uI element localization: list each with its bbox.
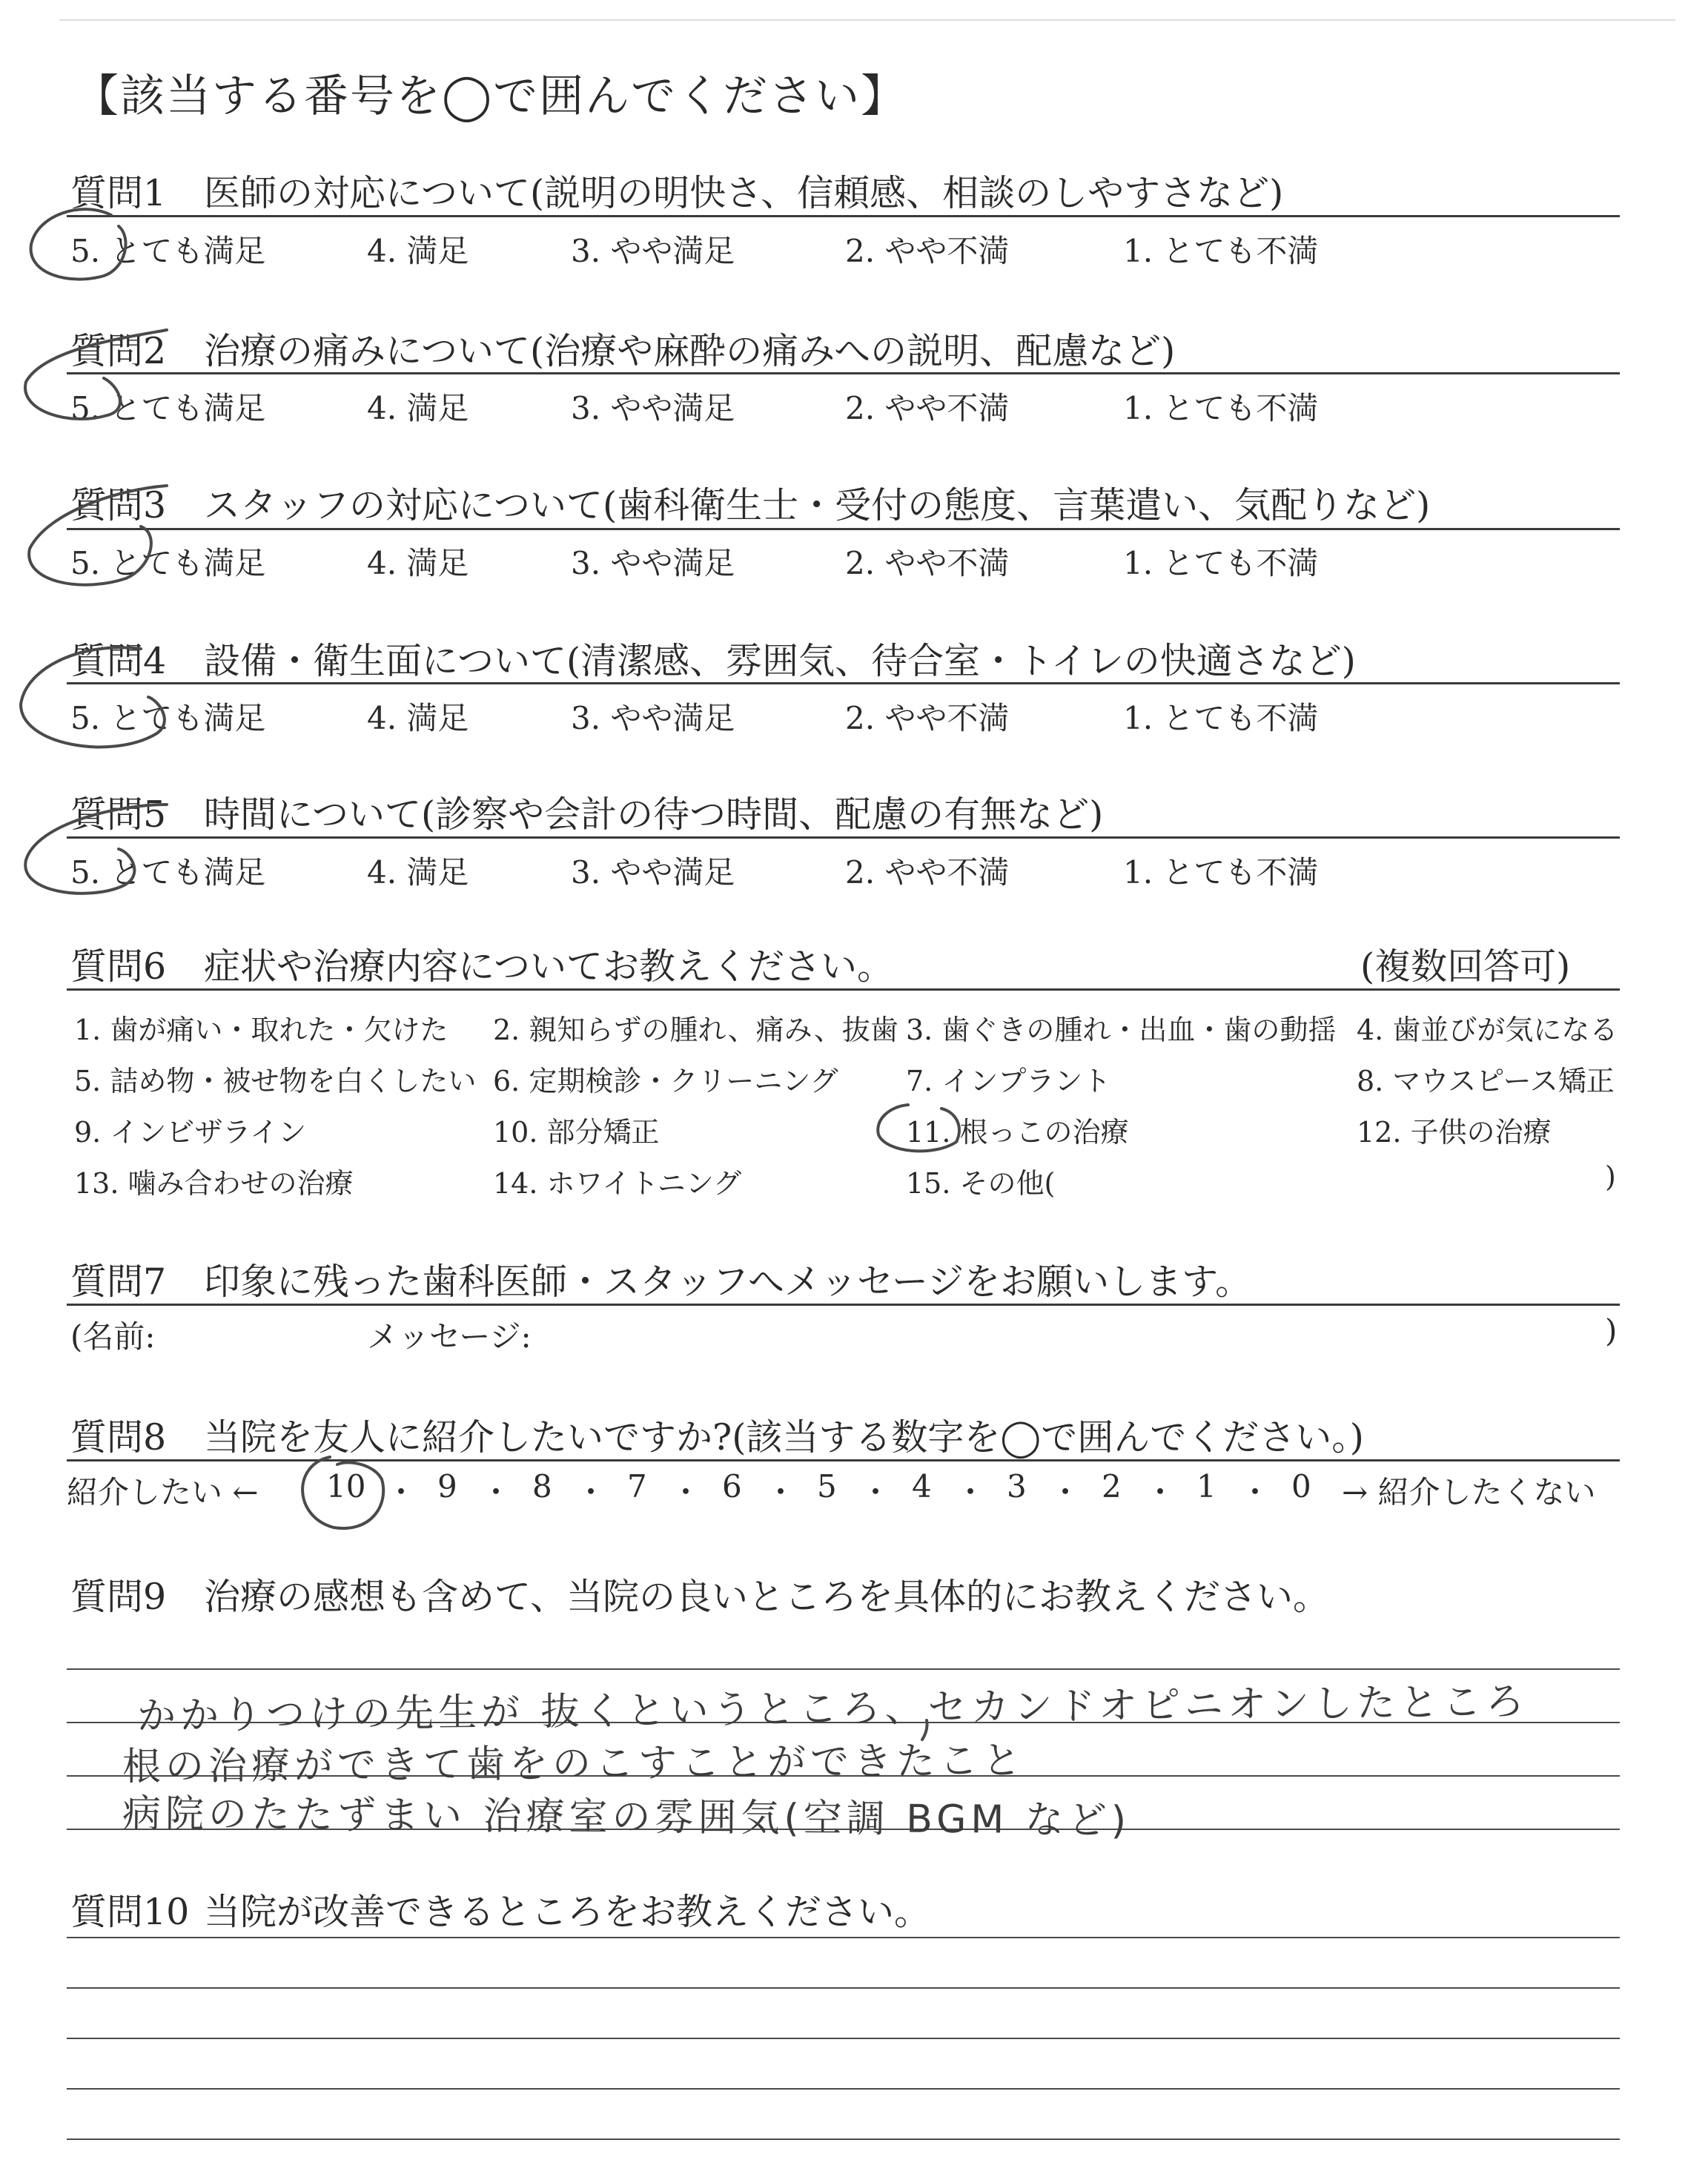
- q8-sep: ・: [480, 1474, 512, 1510]
- q3-selection-circle: [29, 486, 167, 585]
- q1-label: 質問1: [70, 172, 167, 214]
- q8-scale-9[interactable]: 9: [437, 1468, 457, 1505]
- q1-option-1[interactable]: 1. とても不満: [1123, 233, 1319, 269]
- q6-option-13[interactable]: 13. 噛み合わせの治療: [74, 1167, 354, 1200]
- q8-sep: ・: [1239, 1474, 1271, 1510]
- q7-label: 質問7: [70, 1261, 167, 1303]
- q4-option-4[interactable]: 4. 満足: [367, 700, 469, 736]
- q6-option-15[interactable]: 15. その他(: [906, 1167, 1056, 1200]
- q8-sep: ・: [670, 1474, 702, 1510]
- q3-text: スタッフの対応について(歯科衛生士・受付の態度、言葉遣い、気配りなど): [204, 484, 1431, 526]
- q5-option-3[interactable]: 3. やや満足: [571, 854, 735, 891]
- q2-option-5[interactable]: 5. とても満足: [70, 390, 266, 426]
- q8-scale-2[interactable]: 2: [1102, 1468, 1122, 1505]
- q8-scale-8[interactable]: 8: [532, 1468, 552, 1505]
- q8-sep: ・: [1050, 1474, 1082, 1510]
- q6-option-14[interactable]: 14. ホワイトニング: [493, 1167, 742, 1200]
- q3-option-5[interactable]: 5. とても満足: [70, 545, 266, 581]
- q6-option-8[interactable]: 8. マウスピース矯正: [1357, 1065, 1615, 1097]
- q9-handwritten-line-2: 根の治療ができて歯をのこすことができたこと: [122, 1738, 1026, 1790]
- q5-option-5[interactable]: 5. とても満足: [70, 854, 266, 891]
- q6-label: 質問6: [70, 945, 167, 988]
- q6-option-10[interactable]: 10. 部分矯正: [493, 1116, 660, 1149]
- q4-option-3[interactable]: 3. やや満足: [571, 700, 735, 736]
- q8-sep: ・: [575, 1474, 607, 1510]
- q6-option-1[interactable]: 1. 歯が痛い・取れた・欠けた: [74, 1014, 448, 1046]
- q7-message-label: メッセージ:: [367, 1318, 532, 1355]
- q1-option-4[interactable]: 4. 満足: [367, 233, 469, 269]
- q7-text: 印象に残った歯科医師・スタッフへメッセージをお願いします。: [204, 1261, 1252, 1303]
- q8-sep: ・: [385, 1474, 417, 1510]
- q7-name-label: (名前:: [70, 1318, 156, 1355]
- q6-option-4[interactable]: 4. 歯並びが気になる: [1357, 1014, 1618, 1046]
- q2-option-3[interactable]: 3. やや満足: [571, 390, 735, 426]
- q9-comma-mark: [922, 1720, 927, 1740]
- q8-scale-1[interactable]: 1: [1196, 1468, 1217, 1505]
- q6-note: (複数回答可): [1360, 945, 1571, 988]
- q4-option-5[interactable]: 5. とても満足: [70, 700, 266, 736]
- q6-option-15-close: ): [1605, 1160, 1616, 1193]
- q2-option-4[interactable]: 4. 満足: [367, 390, 469, 426]
- page-header: 【該当する番号を◯で囲んでください】: [74, 70, 907, 122]
- q6-option-2[interactable]: 2. 親知らずの腫れ、痛み、抜歯: [493, 1014, 898, 1046]
- q4-option-1[interactable]: 1. とても不満: [1123, 700, 1319, 736]
- q3-option-2[interactable]: 2. やや不満: [845, 545, 1010, 581]
- q8-sep: ・: [860, 1474, 892, 1510]
- q10-label: 質問10: [70, 1891, 190, 1933]
- q3-option-4[interactable]: 4. 満足: [367, 545, 469, 581]
- q5-selection-circle: [25, 805, 167, 894]
- q6-option-12[interactable]: 12. 子供の治療: [1357, 1116, 1552, 1149]
- q9-label: 質問9: [70, 1576, 167, 1618]
- q8-scale-10[interactable]: 10: [326, 1468, 366, 1505]
- q5-label: 質問5: [70, 793, 167, 836]
- q6-option-6[interactable]: 6. 定期検診・クリーニング: [493, 1065, 838, 1097]
- q5-option-1[interactable]: 1. とても不満: [1123, 854, 1319, 891]
- q8-scale-5[interactable]: 5: [817, 1468, 837, 1505]
- q3-option-1[interactable]: 1. とても不満: [1123, 545, 1319, 581]
- q1-option-5[interactable]: 5. とても満足: [70, 233, 266, 269]
- q8-left-label: 紹介したい ←: [67, 1474, 259, 1510]
- q8-scale-0[interactable]: 0: [1291, 1468, 1311, 1505]
- q6-option-11[interactable]: 11. 根っこの治療: [906, 1116, 1129, 1149]
- q2-option-1[interactable]: 1. とても不満: [1123, 390, 1319, 426]
- q3-option-3[interactable]: 3. やや満足: [571, 545, 735, 581]
- q6-option-5[interactable]: 5. 詰め物・被せ物を白くしたい: [74, 1065, 477, 1097]
- q9-handwritten-line-3: 病院のたたずまい 治療室の雰囲気(空調 BGM など): [122, 1791, 1131, 1843]
- q5-text: 時間について(診察や会計の待つ時間、配慮の有無など): [204, 793, 1104, 836]
- q3-label: 質問3: [70, 484, 167, 526]
- q8-selection-circle: [302, 1457, 383, 1528]
- q2-option-2[interactable]: 2. やや不満: [845, 390, 1010, 426]
- q8-scale-3[interactable]: 3: [1007, 1468, 1027, 1505]
- q10-text: 当院が改善できるところをお教えください。: [204, 1891, 931, 1933]
- q8-right-label: → 紹介したくない: [1342, 1474, 1596, 1510]
- q4-label: 質問4: [70, 640, 167, 682]
- q6-selection-circle: [878, 1105, 959, 1151]
- q6-option-3[interactable]: 3. 歯ぐきの腫れ・出血・歯の動揺: [906, 1014, 1337, 1046]
- q4-selection-circle: [21, 647, 165, 747]
- q2-text: 治療の痛みについて(治療や麻酔の痛みへの説明、配慮など): [204, 330, 1176, 372]
- q1-selection-circle: [31, 209, 126, 279]
- q8-scale-4[interactable]: 4: [912, 1468, 932, 1505]
- q4-text: 設備・衛生面について(清潔感、雰囲気、待合室・トイレの快適さなど): [204, 640, 1356, 682]
- q4-option-2[interactable]: 2. やや不満: [845, 700, 1010, 736]
- q8-sep: ・: [955, 1474, 987, 1510]
- q8-sep: ・: [1145, 1474, 1176, 1510]
- q9-text: 治療の感想も含めて、当院の良いところを具体的にお教えください。: [204, 1576, 1330, 1618]
- q9-handwritten-line-1: かかりつけの先生が 抜くというところ、セカンドオピニオンしたところ: [136, 1680, 1529, 1739]
- q8-scale-6[interactable]: 6: [722, 1468, 742, 1505]
- q2-label: 質問2: [70, 330, 167, 372]
- q8-label: 質問8: [70, 1416, 167, 1459]
- q5-option-4[interactable]: 4. 満足: [367, 854, 469, 891]
- q6-option-7[interactable]: 7. インプラント: [906, 1065, 1111, 1097]
- q1-text: 医師の対応について(説明の明快さ、信頼感、相談のしやすさなど): [204, 172, 1284, 214]
- q1-option-3[interactable]: 3. やや満足: [571, 233, 735, 269]
- q1-option-2[interactable]: 2. やや不満: [845, 233, 1010, 269]
- q2-selection-circle: [25, 330, 167, 419]
- q8-sep: ・: [765, 1474, 797, 1510]
- q8-scale-7[interactable]: 7: [627, 1468, 647, 1505]
- q5-option-2[interactable]: 2. やや不満: [845, 854, 1010, 891]
- q7-close-paren: ): [1605, 1312, 1618, 1349]
- q6-text: 症状や治療内容についてお教えください。: [204, 945, 894, 988]
- q8-text: 当院を友人に紹介したいですか?(該当する数字を◯で囲んでください。): [204, 1416, 1364, 1459]
- q6-option-9[interactable]: 9. インビザライン: [74, 1116, 307, 1149]
